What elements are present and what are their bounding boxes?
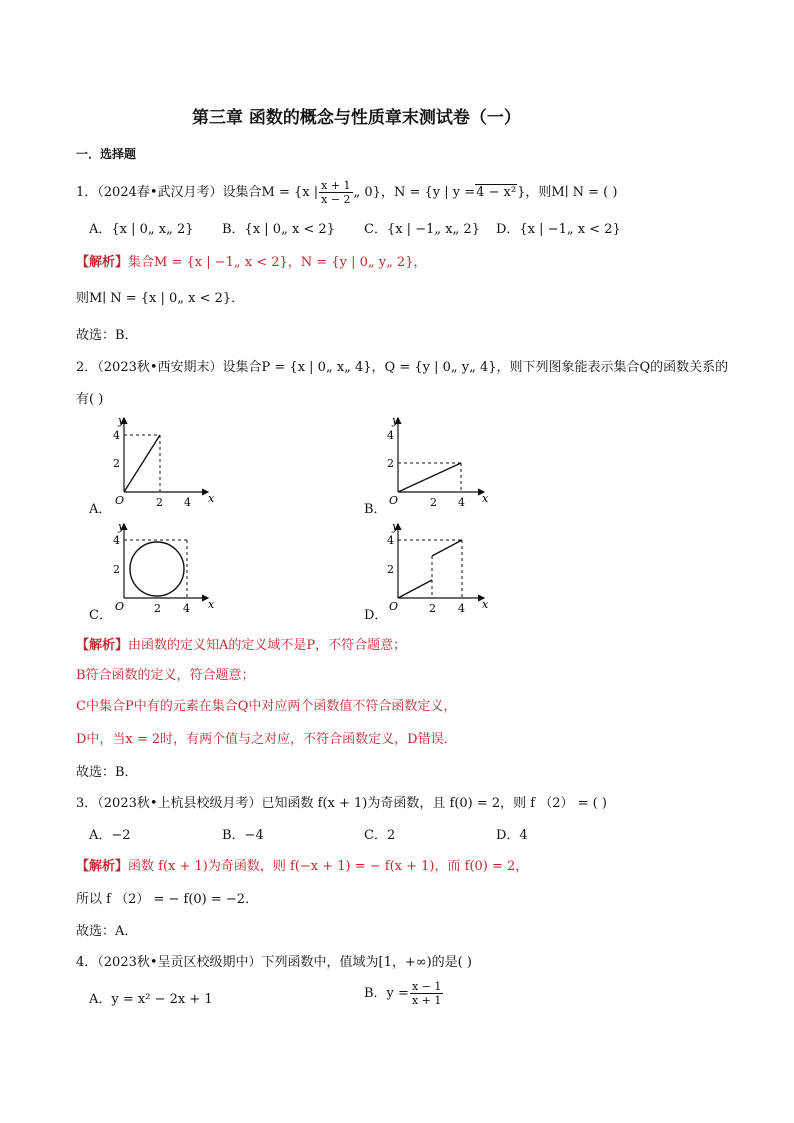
svg-text:4: 4	[113, 429, 120, 442]
q2-stem-line2: 有( )	[76, 392, 104, 407]
svg-text:2: 2	[387, 563, 394, 576]
q1-answer: 故选：B．	[76, 328, 138, 343]
analysis-tag: 【解析】	[76, 638, 129, 653]
q4-option-b: B．y = $\frac{x - 1}{x + 1}$	[364, 980, 442, 1007]
graph-b	[384, 412, 494, 512]
svg-text:y: y	[392, 414, 399, 427]
svg-text:4: 4	[458, 602, 465, 615]
svg-text:4: 4	[458, 496, 465, 509]
svg-text:x: x	[482, 598, 489, 611]
svg-text:2: 2	[113, 563, 120, 576]
q3-analysis-line2: 所以 f （2） = − f(0) = −2．	[76, 892, 259, 907]
svg-text:O: O	[115, 600, 125, 613]
svg-text:4: 4	[113, 534, 120, 547]
q3-option-c: C．2	[364, 828, 396, 843]
q3-option-d: D．4	[496, 828, 528, 843]
q1-option-a: A．{x | 0„ x„ 2}	[89, 222, 194, 237]
graph-a-label: A．	[89, 502, 112, 517]
graph-c-label: C．	[89, 608, 112, 623]
q4-stem: 4．（2023秋•呈贡区校级期中）下列函数中，值域为[1，+∞)的是( )	[76, 955, 472, 970]
q2-analysis-line4: D中，当x = 2时，有两个值与之对应，不符合函数定义，D错误．	[76, 732, 457, 747]
q1-option-b: B．{x | 0„ x < 2}	[222, 222, 335, 237]
svg-text:4: 4	[184, 496, 191, 509]
q1-option-c: C．{x | −1„ x„ 2}	[364, 222, 480, 237]
q3-answer: 故选：A．	[76, 924, 138, 939]
svg-text:4: 4	[387, 429, 394, 442]
svg-text:x: x	[482, 492, 489, 505]
graph-a	[110, 412, 220, 512]
analysis-tag: 【解析】	[76, 859, 129, 874]
svg-text:2: 2	[430, 496, 437, 509]
q1-option-d: D．{x | −1„ x < 2}	[496, 222, 621, 237]
q2-analysis-line1: 【解析】由函数的定义知A的定义域不是P，不符合题意；	[76, 638, 407, 653]
sqrt-expression: 4 − x²	[476, 185, 517, 200]
q3-stem: 3．（2023秋•上杭县校级月考）已知函数 f(x + 1)为奇函数，且 f(0) = 2，则 f （2） = ( )	[76, 796, 607, 811]
graph-d	[384, 518, 494, 618]
svg-text:y: y	[392, 520, 399, 533]
svg-text:O: O	[389, 600, 399, 613]
q1-analysis-line1: 【解析】集合M = {x | −1„ x < 2}，N = {y | 0„ y„ 2}，	[76, 255, 427, 270]
svg-text:2: 2	[156, 496, 163, 509]
q2-stem-line1: 2．（2023秋•西安期末）设集合P = {x | 0„ x„ 4}，Q = {y | 0„ y„ 4}，则下列图象能表示集合Q的函数关系的	[76, 360, 729, 375]
q4-fraction: $\frac{x - 1}{x + 1}$	[411, 980, 442, 1007]
q3-analysis-line1: 【解析】函数 f(x + 1)为奇函数，则 f(−x + 1) = − f(x + 1)，而 f(0) = 2，	[76, 859, 529, 874]
svg-text:2: 2	[154, 602, 161, 615]
q2-analysis-line3: C中集合P中有的元素在集合Q中对应两个函数值不符合函数定义，	[76, 699, 457, 714]
svg-text:O: O	[389, 494, 399, 507]
svg-text:O: O	[115, 494, 125, 507]
svg-text:x: x	[208, 598, 215, 611]
q4-option-a: A．y = x² − 2x + 1	[89, 992, 213, 1007]
svg-text:y: y	[118, 520, 125, 533]
graph-b-label: B．	[364, 502, 387, 517]
svg-text:4: 4	[387, 534, 394, 547]
q2-answer: 故选：B．	[76, 765, 138, 780]
svg-text:x: x	[208, 492, 215, 505]
q1-analysis-line2: 则M∣ N = {x | 0„ x < 2}．	[76, 291, 245, 306]
svg-text:2: 2	[429, 602, 436, 615]
svg-text:2: 2	[387, 457, 394, 470]
analysis-tag: 【解析】	[76, 255, 129, 270]
section-heading: 一．选择题	[76, 147, 137, 161]
q3-option-b: B．−4	[222, 828, 264, 843]
graph-d-label: D．	[364, 608, 388, 623]
svg-text:4: 4	[183, 602, 190, 615]
graph-c	[110, 518, 220, 618]
q1-fraction: $\frac{x + 1}{x - 2}$	[321, 179, 351, 206]
q2-analysis-line2: B符合函数的定义，符合题意；	[76, 668, 255, 683]
q3-option-a: A．−2	[89, 828, 131, 843]
page-title: 第三章 函数的概念与性质章末测试卷（一）	[192, 108, 521, 128]
svg-text:2: 2	[113, 457, 120, 470]
q1-stem: 1．（2024春•武汉月考）设集合M = {x | $\frac{x + 1}{x - 2}$ „ 0}，N = {y | y =4 − x²}，则M∣ N = ( )	[76, 179, 618, 206]
svg-text:y: y	[118, 414, 125, 427]
